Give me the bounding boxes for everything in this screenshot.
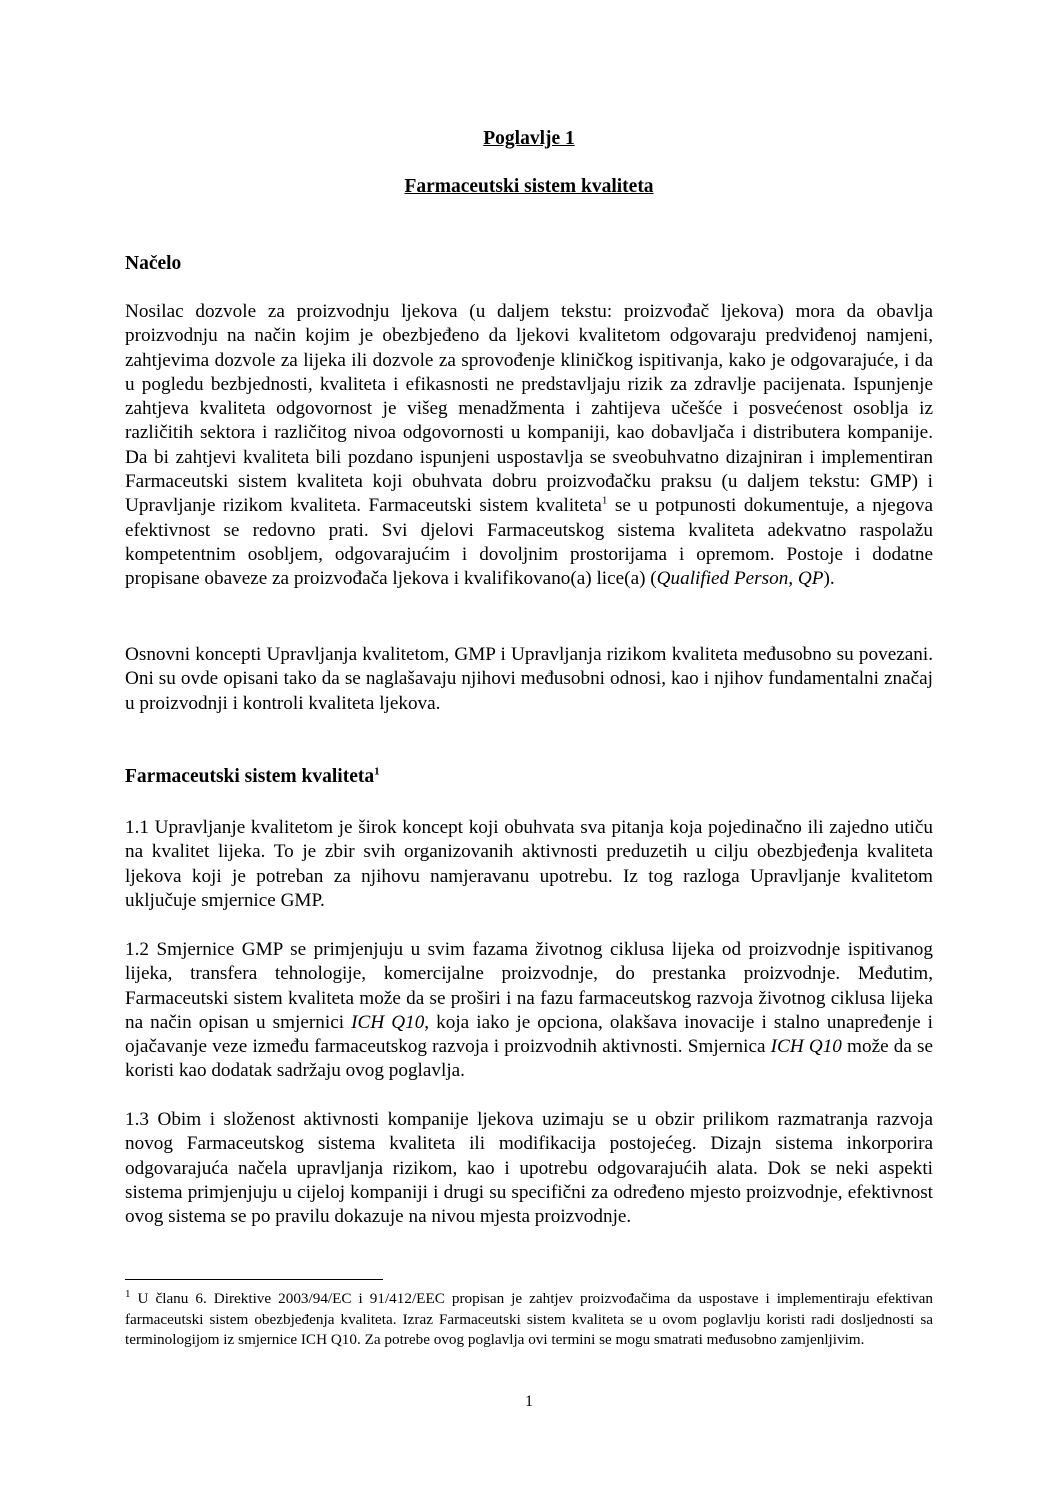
section-heading: [125, 766, 380, 788]
section-heading-text: Farmaceutski sistem kvaliteta: [125, 766, 375, 787]
text-run: ).: [823, 568, 835, 590]
italic-term: ICH Q10: [770, 1036, 842, 1058]
page-number: 1: [525, 1393, 533, 1410]
footnote-mark: 1: [125, 1287, 131, 1300]
footnote-divider: [125, 1279, 383, 1280]
paragraph-1-2: [125, 938, 933, 1084]
footnote-ref: 1: [601, 494, 608, 507]
footnote-ref: 1: [374, 765, 380, 778]
principle-heading: Načelo: [125, 253, 182, 274]
text-run: Nosilac dozvole za proizvodnju ljekova (u daljem tekstu: proizvođač ljekova) mora da obavlja proizvodnju na način kojim je obezbjeđeno da ljekovi kvalitetom odgovaraju predviđenoj namjeni, zahtjevima dozvole za lijeka ili dozvole za sprovođenje kliničkog ispitivanja, kako je odgovarajuće, i da u pogledu bezbjednosti, kvaliteta i efikasnosti ne predstavljaju rizik za zdravlje pacijenata. Ispunjenje zahtjeva kvaliteta odgovornost je višeg menadžmenta i zahtijeva učešće i posvećenost osoblja iz različitih sektora i različitog nivoa odgovornosti u kompaniji, kao dobavljača i distributera kompanije. Da bi zahtjevi kvaliteta bili pozdano ispunjeni uspostavlja se sveobuhvatno dizajniran i implementiran Farmaceutski sistem kvaliteta koji obuhvata dobru proizvođačku praksu (u daljem tekstu: GMP) i Upravljanje rizikom kvaliteta. Farmaceutski sistem kvaliteta: [125, 301, 933, 517]
italic-term: Qualified Person, QP: [656, 568, 824, 590]
principle-paragraph-2: Osnovni koncepti Upravljanja kvalitetom, GMP i Upravljanja rizikom kvaliteta međusobno su povezani. Oni su ovde opisani tako da se naglašavaju njihovi međusobni odnosi, kao i njihov fundamentalni značaj u proizvodnji i kontroli kvaliteta ljekova.: [125, 644, 933, 714]
chapter-title: Farmaceutski sistem kvaliteta: [404, 176, 654, 197]
text-run: se u potpunosti dokumentuje, a njegova efektivnost se redovno prati. Svi djelovi Farmaceutskog sistema kvaliteta adekvatno raspolažu kompetentnim osobljem, odgovarajućim i dovoljnim prostorijama i opremom. Postoje i dodatne propisane obaveze za proizvođača ljekova i kvalifikovano(a) lice(a) (: [125, 495, 933, 590]
chapter-label: Poglavlje 1: [483, 128, 575, 149]
principle-paragraph-1: [125, 300, 933, 592]
paragraph-1-3: 1.3 Obim i složenost aktivnosti kompanije ljekova uzimaju se u obzir prilikom razmatranja razvoja novog Farmaceutskog sistema kvaliteta ili modifikacija postojećeg. Dizajn sistema inkorporira odgovarajuća načela upravljanja rizikom, kao i upotrebu odgovarajućih alata. Dok se neki aspekti sistema primjenjuju u cijeloj kompaniji i drugi su specifični za određeno mjesto proizvodnje, efektivnost ovog sistema se po pravilu dokazuje na nivou mjesta proizvodnje.: [125, 1109, 933, 1228]
text-run: , koja iako je opciona, olakšava inovacije i stalno unapređenje i ojačavanje veze između farmaceutskog razvoja i proizvodnih aktivnosti. Smjernica: [125, 1011, 933, 1058]
footnote-text: U članu 6. Direktive 2003/94/EC i 91/412/EEC propisan je zahtjev proizvođačima da uspostave i implementiraju efektivan farmaceutski sistem obezbjeđenja kvaliteta. Izraz Farmaceutski sistem kvaliteta se u ovom poglavlju koristi radi dosljednosti sa terminologijom iz smjernice ICH Q10. Za potrebe ovog poglavlja ovi termini se mogu smatrati međusobno zamjenljivim.: [125, 1290, 933, 1348]
paragraph-1-1: 1.1 Upravljanje kvalitetom je širok koncept koji obuhvata sva pitanja koja pojedinačno ili zajedno utiču na kvalitet lijeka. To je zbir svih organizovanih aktivnosti preduzetih u cilju obezbjeđenja kvaliteta ljekova koji je potreban za njihovu namjeravanu upotrebu. Iz tog razloga Upravljanje kvalitetom uključuje smjernice GMP.: [125, 817, 933, 911]
text-run: može da se koristi kao dodatak sadržaju ovog poglavlja.: [125, 1036, 933, 1082]
italic-term: ICH Q10: [351, 1011, 425, 1033]
text-run: 1.2 Smjernice GMP se primjenjuju u svim fazama životnog ciklusa lijeka od proizvodnje ispitivanog lijeka, transfera tehnologije, komercijalne proizvodnje, do prestanka proizvodnje. Međutim, Farmaceutski sistem kvaliteta može da se proširi i na fazu farmaceutskog razvoja životnog ciklusa lijeka na način opisan u smjernici: [125, 939, 933, 1033]
footnote: [125, 1289, 933, 1351]
